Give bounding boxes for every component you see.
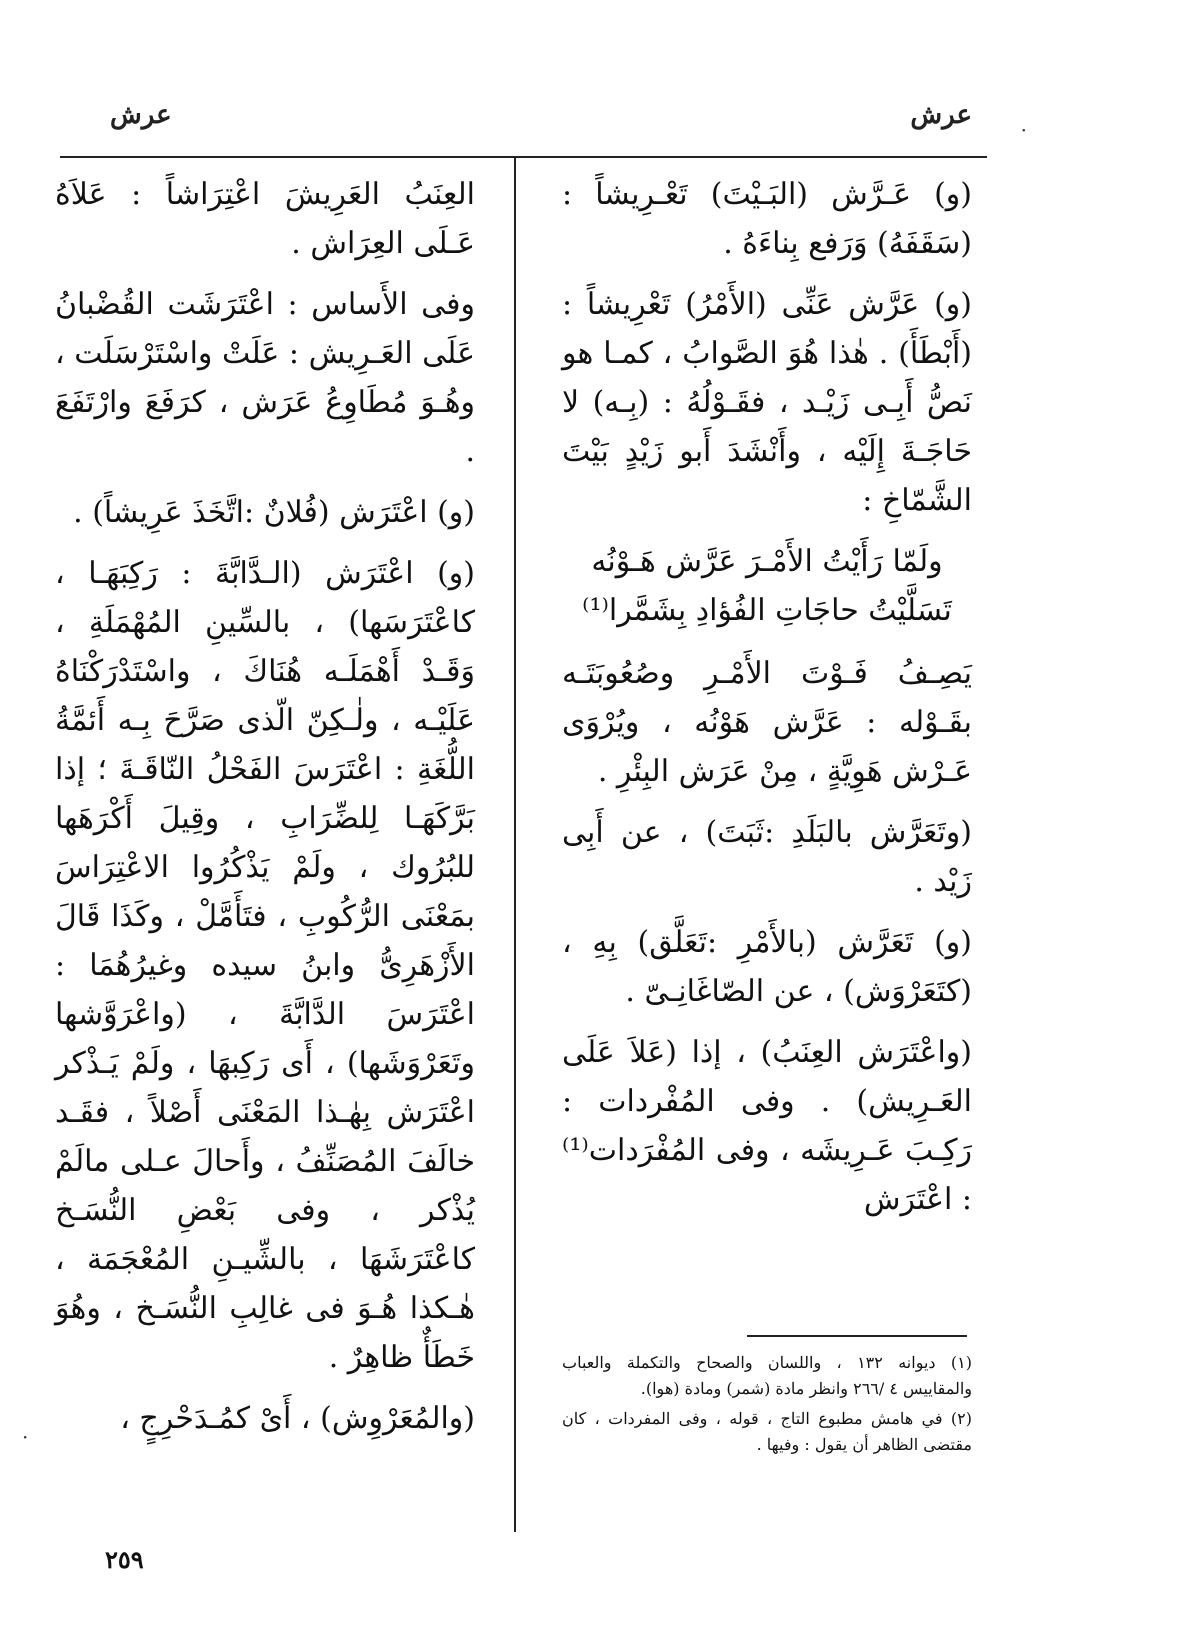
running-head-left: عرش — [110, 100, 172, 130]
entry-paragraph: العِنَبُ العَرِيشَ اعْتِرَاشاً : عَلاَهُ عَـلَى العِرَاش . — [55, 177, 475, 261]
footnote-item: (١) ديوانه ١٣٢ ، واللسان والصحاح والتكملة والعباب والمقاييس ٤ /٢٦٦ وانظر مادة (شمر) ومادة (هوا). — [562, 1353, 973, 1398]
column-divider — [514, 156, 516, 1532]
entry-paragraph: (و) عَرَّش عَنِّى (الأَمْرُ) تَعْرِيشاً : (أَبْطَأَ) . هٰذا هُوَ الصَّوابُ ، كمـا هو نَصُّ أَبِـى زَيْـد ، فقَـوْلُهُ : (بِـه) لا حَاجَـةَ إِلَيْه ، وأَنْشَدَ أَبو زَيْدٍ بَيْتَ الشَّمّاخِ : — [562, 287, 972, 518]
footnote-rule — [747, 1335, 967, 1337]
entry-paragraph: (وتَعَرَّش بالبَلَدِ :ثَبَتَ) ، عن أَبِى زَيْد . — [562, 815, 972, 899]
header-rule — [60, 156, 987, 158]
running-head-right: عرش — [910, 100, 972, 130]
left-column — [55, 170, 475, 1455]
verse-hemistich-second: تَسَلَّيْتُ حاجَاتِ الفُؤادِ بِشَمَّرا⁽¹⁾ — [582, 593, 952, 628]
entry-paragraph: (و) تَعَرَّش (بالأَمْرِ :تَعَلَّق) بِهِ ، (كتَعَرْوَش) ، عن الصّاغَانِـىّ . — [562, 925, 972, 1009]
verse-hemistich-first: ولَمّا رَأَيْتُ الأَمْـرَ عَرَّش هَـوْنُه — [591, 544, 943, 579]
right-column — [562, 170, 972, 1236]
footnotes — [562, 1350, 972, 1462]
poetry-verse — [562, 537, 972, 635]
margin-mark-top: · — [1020, 118, 1027, 142]
entry-paragraph: يَصِـفُ فَـوْتَ الأَمْـرِ وصُعُوبَتَـه بقَـوْله : عَرَّش هَوْنُه ، ويُرْوَى عَـرْش هَوِيَّةٍ ، مِنْ عَرَش البِئْرِ . — [562, 656, 972, 789]
entry-paragraph: (و) اعْتَرَش (فُلانٌ :اتَّخَذَ عَرِيشاً) . — [73, 495, 475, 530]
entry-paragraph: (و) اعْتَرَش (الـدَّابَّةَ : رَكِبَهَـا ، كاعْتَرَسَها) ، بالسِّينِ المُهْمَلَةِ ، وَقَـدْ أَهْمَلَـه هُنَاكَ ، واسْتَدْرَكْنَاهُ عَلَيْـه ، ولٰـكِنّ الّذى صَرَّحَ بِـه أَئمَّةُ اللُّغَةِ : اعْتَرَسَ الفَحْلُ النّاقَـةَ ؛ إذا بَرَّكَهَـا لِلضِّرَابِ ، وقِيلَ أَكْرَهَها للبُرُوك ، ولَمْ يَذْكُرُوا الاعْتِرَاسَ بمَعْنَى الرُّكُوبِ ، فتَأَمَّلْ ، وكَذَا قَالَ الأَزْهَرِىُّ وابنُ سيده وغيرُهُمَا : اعْتَرَسَ الدَّابَّةَ ، (واعْرَوَّشها وتَعَرْوَشَها) ، أَى رَكِبهَا ، ولَمْ يَـذْكر اعْتَرَش بِهٰـذا المَعْنَى أَصْلاً ، فقَـد خالَفَ المُصَنِّفُ ، وأَحالَ عـلى مالَمْ يُذْكر ، وفى بَعْضِ النُّسَـخ كاعْتَرَشَهَا ، بالشِّيـنِ المُعْجَمَة ، هٰـكذا هُـوَ فى غالِبِ النُّسَـخ ، وهُوَ خَطَأٌ ظاهِرٌ . — [55, 556, 475, 1375]
entry-paragraph: (والمُعَرْوِش) ، أَىْ كمُـدَحْرِجٍ ، — [120, 1401, 475, 1436]
footnote-item: (٢) في هامش مطبوع التاج ، قوله ، وفى المفردات ، كان مقتضى الظاهر أن يقول : وفيها . — [562, 1409, 972, 1454]
margin-mark-bottom: · — [22, 1425, 29, 1449]
entry-paragraph: (واعْتَرَش العِنَبُ) ، إذا (عَلاَ عَلَى العَـرِيش) . وفى المُفْردات : رَكِـبَ عَـرِيشَه ، وفى المُفْرَدات⁽¹⁾ : اعْتَرَش — [562, 1035, 972, 1217]
entry-paragraph: وفى الأَساس : اعْتَرَشَت القُضْبانُ عَلَى العَـرِيش : عَلَتْ واسْتَرْسَلَت ، وهُـوَ مُطَاوِعُ عَرَش ، كرَفَعَ وارْتَفَعَ . — [55, 287, 475, 469]
entry-paragraph: (و) عَـرَّش (البَـيْتَ) تَعْـرِيشاً : (سَقَفَهُ) وَرَفع بِناءَهُ . — [562, 177, 972, 261]
page-number: ٢٥٩ — [105, 1545, 144, 1574]
